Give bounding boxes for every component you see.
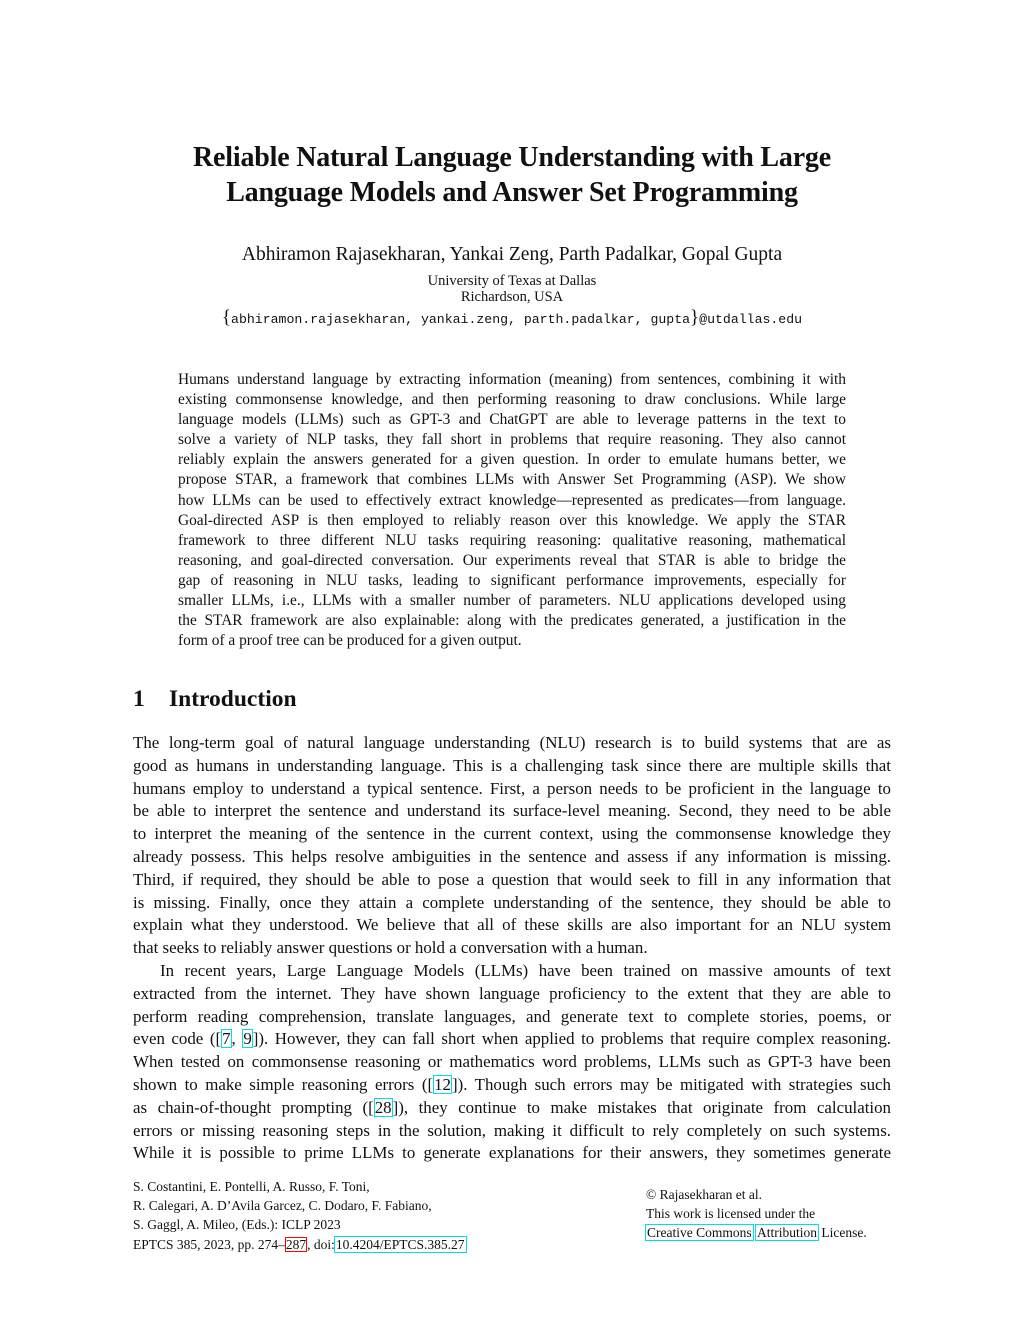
body-line: extracted from the internet. They have shown language proficiency to the extent that they are able to (133, 983, 891, 1003)
license-intro: This work is licensed under the (646, 1206, 816, 1222)
section-number: 1 (133, 686, 145, 712)
abstract-line: smaller LLMs, i.e., LLMs with a smaller number of parameters. NLU applications developed using (178, 592, 846, 610)
text-run: License. (818, 1225, 867, 1241)
body-line: When tested on commonsense reasoning or mathematics word problems, LLMs such as GPT-3 have been (133, 1052, 891, 1072)
abstract-line: framework to three different NLU tasks requiring reasoning: qualitative reasoning, mathematical (178, 531, 846, 549)
body-line: In recent years, Large Language Models (LLMs) have been trained on massive amounts of text (160, 960, 891, 980)
citation-link-9[interactable]: 9 (243, 1029, 252, 1049)
email-domain: @utdallas.edu (699, 312, 803, 327)
license-line (646, 1223, 906, 1242)
title-line-2: Language Models and Answer Set Programming (226, 177, 798, 208)
body-line: The long-term goal of natural language understanding (NLU) research is to build systems that are as (133, 733, 891, 752)
body-line: already possess. This helps resolve ambiguities in the sentence and assess if any information is missing. (133, 846, 891, 866)
text-run: EPTCS 385, 2023, pp. 274– (133, 1236, 285, 1252)
abstract-line: language models (LLMs) such as GPT-3 and ChatGPT are able to leverage patterns in the text to (178, 411, 846, 429)
affiliation-line-1: University of Texas at Dallas (427, 273, 597, 289)
body-line: to interpret the meaning of the sentence in the current context, using the commonsense knowledge they (133, 824, 891, 844)
text-run: as chain-of-thought prompting ([ (133, 1097, 374, 1117)
creative-commons-link[interactable]: Creative Commons (647, 1225, 752, 1241)
author-emails (133, 308, 891, 330)
abstract-line: Humans understand language by extracting information (meaning) from sentences, combining it with (178, 371, 846, 388)
body-line: While it is possible to prime LLMs to generate explanations for their answers, they sometimes generate (133, 1143, 891, 1163)
body-line: errors or missing reasoning steps in the solution, making it difficult to rely completely on such systems. (133, 1120, 891, 1140)
email-close-brace: } (690, 307, 700, 328)
abstract-line: gap of reasoning in NLU tasks, leading to significant performance improvements, especially for (178, 571, 846, 589)
footer-eptcs-line (133, 1235, 553, 1254)
body-line: is missing. Finally, once they attain a complete understanding of the sentence, they should be able to (133, 892, 891, 912)
email-names: abhiramon.rajasekharan, yankai.zeng, parth.padalkar, gupta (231, 312, 691, 327)
email-open-brace: { (221, 307, 232, 328)
section-title: Introduction (169, 686, 297, 712)
citation-link-12[interactable]: 12 (434, 1074, 451, 1094)
body-line: Third, if required, they should be able to pose a question that would seek to fill in any information that (133, 869, 891, 889)
text-run: , (231, 1029, 243, 1049)
authors: Abhiramon Rajasekharan, Yankai Zeng, Parth Padalkar, Gopal Gupta (241, 244, 783, 265)
footer-editors-line-2: R. Calegari, A. D’Avila Garcez, C. Dodaro, F. Fabiano, (133, 1198, 432, 1214)
abstract-line: propose STAR, a framework that combines LLMs with Answer Set Programming (ASP). We show (178, 471, 846, 489)
body-line: perform reading comprehension, translate languages, and generate text to complete stories, poems, or (133, 1006, 891, 1026)
footer-editors-line-1: S. Costantini, E. Pontelli, A. Russo, F. Toni, (133, 1179, 370, 1194)
text-run: even code ([ (133, 1029, 222, 1049)
paper-title (133, 140, 891, 210)
footer-license (646, 1185, 906, 1243)
abstract-line: existing commonsense knowledge, and then performing reasoning to draw conclusions. While large (178, 391, 846, 409)
text-run: ]). However, they can fall short when applied to problems that require complex reasoning. (252, 1029, 891, 1049)
abstract-line: how LLMs can be used to effectively extract knowledge—represented as predicates—from language. (178, 491, 846, 509)
body-line: humans employ to understand a typical sentence. First, a person needs to be proficient in the language to (133, 778, 891, 798)
body-line: be able to interpret the sentence and understand its surface-level meaning. Second, they need to be able (133, 801, 891, 821)
body-line (133, 1074, 891, 1097)
footer-editors-line-3: S. Gaggl, A. Mileo, (Eds.): ICLP 2023 (133, 1217, 341, 1233)
abstract (178, 370, 846, 651)
last-page-link[interactable]: 287 (285, 1236, 307, 1252)
footer-proceedings (133, 1177, 553, 1254)
text-run: ]). Though such errors may be mitigated with strategies such (451, 1074, 891, 1094)
attribution-link[interactable]: Attribution (757, 1225, 817, 1241)
text-run: ]), they continue to make mistakes that originate from calculation (392, 1097, 891, 1117)
body-line (133, 1097, 891, 1120)
abstract-line: the STAR framework are also explainable: along with the predicates generated, a justification in the (178, 612, 846, 630)
body-line: good as humans in understanding language. This is a challenging task since there are multiple skills that (133, 755, 891, 775)
copyright: © Rajasekharan et al. (646, 1187, 762, 1202)
text-run: , doi: (307, 1236, 335, 1252)
text-run: shown to make simple reasoning errors ([ (133, 1074, 434, 1094)
abstract-line: reliably explain the answers generated for a given question. In order to emulate humans better, we (178, 451, 846, 469)
body-line: explain what they understood. We believe that all of these skills are also important for an NLU system (133, 915, 891, 935)
abstract-line: reasoning, and goal-directed conversation. Our experiments reveal that STAR is able to bridge the (178, 551, 846, 569)
citation-link-7[interactable]: 7 (222, 1029, 231, 1049)
citation-link-28[interactable]: 28 (374, 1097, 392, 1117)
affiliation-line-2: Richardson, USA (460, 289, 564, 305)
abstract-line: form of a proof tree can be produced for a given output. (178, 632, 522, 650)
affiliation (133, 273, 891, 305)
title-line-1: Reliable Natural Language Understanding with Large (193, 142, 831, 173)
body-line (133, 1028, 891, 1051)
doi-link[interactable]: 10.4204/EPTCS.385.27 (335, 1236, 465, 1252)
abstract-line: Goal-directed ASP is then employed to reliably reason over this knowledge. We apply the STAR (178, 511, 846, 529)
section-heading (133, 684, 297, 714)
introduction-body (133, 732, 891, 1165)
abstract-line: solve a variety of NLP tasks, they fall short in problems that require reasoning. They also cannot (178, 431, 846, 449)
body-line: that seeks to reliably answer questions or hold a conversation with a human. (133, 938, 648, 958)
